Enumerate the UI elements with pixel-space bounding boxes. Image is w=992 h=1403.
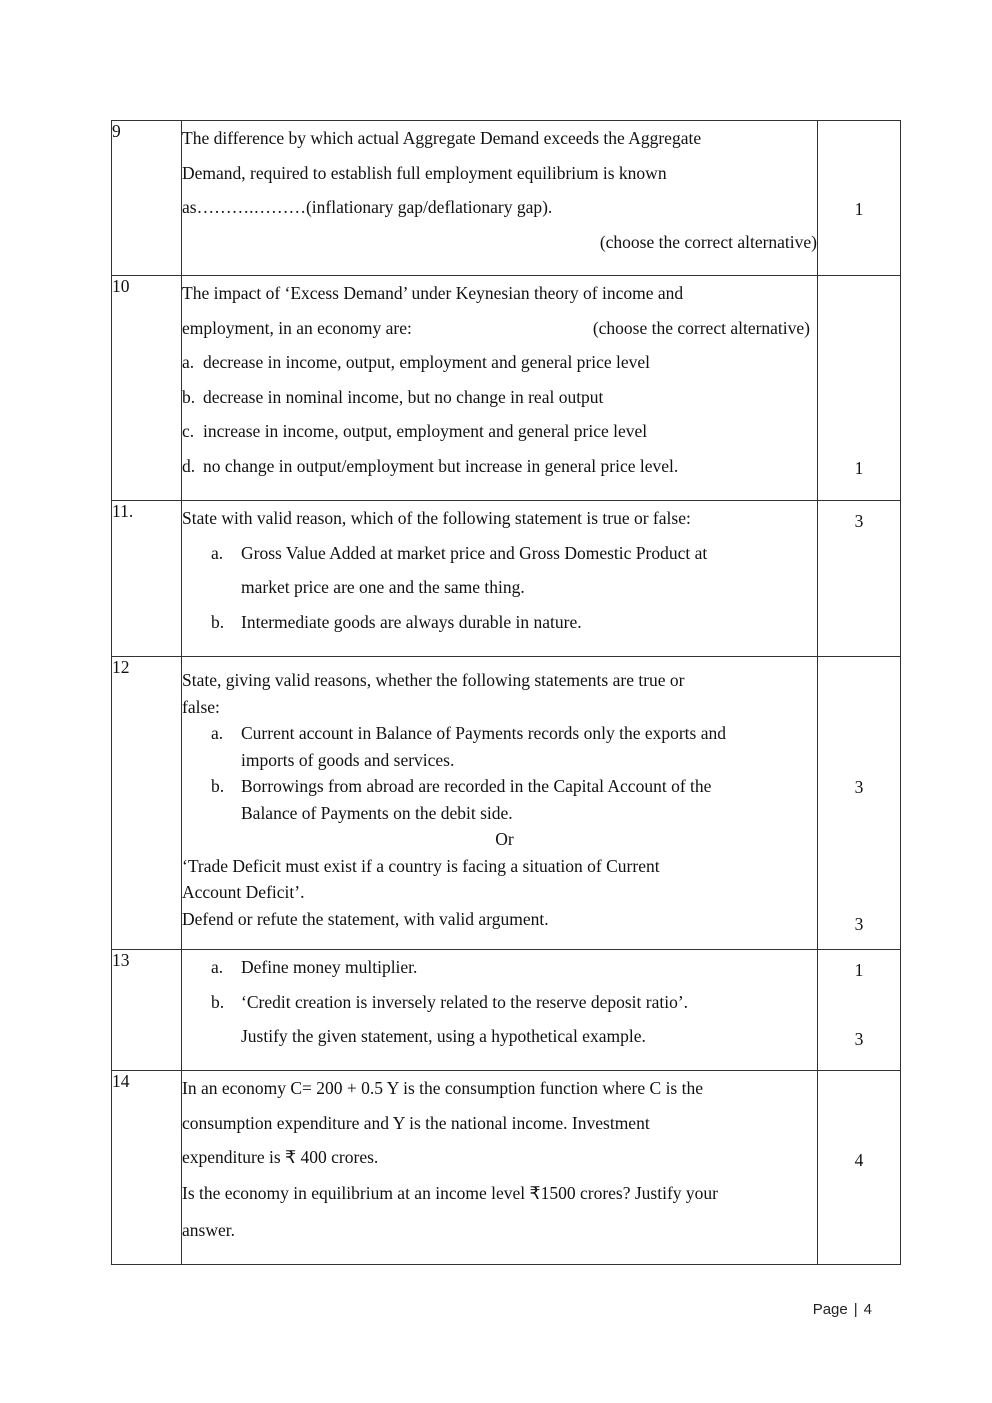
option-label: b.: [211, 611, 225, 632]
text-line: answer.: [182, 1219, 235, 1240]
question-row: [112, 950, 901, 1071]
option-text: Define money multiplier.: [241, 957, 418, 977]
text-line: The impact of ‘Excess Demand’ under Keynesian theory of income and: [182, 283, 684, 303]
marks-value: 1: [854, 458, 864, 478]
question-row: [112, 501, 901, 657]
marks-cell: [818, 950, 901, 1071]
option-text: market price are one and the same thing.: [241, 577, 525, 598]
option-text: Borrowings from abroad are recorded in the Capital Account of the: [241, 776, 712, 796]
question-text: [182, 276, 818, 501]
text-line: Demand, required to establish full employment equilibrium is known: [182, 162, 667, 183]
text-line: The difference by which actual Aggregate Demand exceeds the Aggregate: [182, 128, 702, 148]
option-label: c.: [182, 421, 195, 442]
marks-value: 1: [854, 960, 864, 980]
text-fragment: employment, in an economy are:: [182, 317, 412, 338]
option-label: d.: [182, 455, 196, 476]
question-number: 12: [112, 657, 182, 950]
option-label: a.: [211, 723, 224, 743]
option-label: b.: [182, 386, 196, 407]
question-text: [182, 501, 818, 657]
option-text: Current account in Balance of Payments records only the exports and: [241, 723, 726, 743]
question-row: [112, 276, 901, 501]
or-separator: Or: [495, 829, 514, 849]
instruction-note: (choose the correct alternative): [599, 231, 817, 252]
question-intro: State with valid reason, which of the following statement is true or false:: [182, 508, 691, 528]
option-item: [182, 449, 817, 484]
option-label: b.: [211, 776, 225, 796]
text-line: consumption expenditure and Y is the national income. Investment: [182, 1112, 650, 1133]
option-item: [211, 773, 817, 826]
text-line: State, giving valid reasons, whether the following statements are true or: [182, 670, 685, 690]
option-label: a.: [182, 352, 195, 373]
option-label: a.: [211, 542, 224, 563]
option-text: Balance of Payments on the debit side.: [241, 802, 513, 823]
marks-value: 1: [854, 199, 864, 219]
marks-cell: [818, 501, 901, 657]
option-label: a.: [211, 957, 224, 977]
text-line: [182, 311, 817, 346]
marks-value: 3: [854, 511, 864, 531]
question-number: 9: [112, 121, 182, 276]
option-text: ‘Credit creation is inversely related to the reserve deposit ratio’.: [241, 991, 689, 1012]
page-number: 4: [863, 1301, 872, 1318]
option-item: [211, 536, 817, 605]
option-text: decrease in income, output, employment and general price level: [203, 352, 651, 373]
option-text: Intermediate goods are always durable in nature.: [241, 611, 582, 632]
question-table: [111, 120, 901, 1265]
marks-cell: [818, 121, 901, 276]
question-number: 10: [112, 276, 182, 501]
option-item: [211, 950, 817, 985]
text-line: Is the economy in equilibrium at an income level ₹1500 crores? Justify your: [182, 1182, 718, 1203]
marks-cell: [818, 657, 901, 950]
text-line: In an economy C= 200 + 0.5 Y is the consumption function where C is the: [182, 1078, 704, 1098]
option-text: no change in output/employment but increase in general price level.: [203, 455, 679, 476]
instruction-note: (choose the correct alternative): [592, 317, 810, 338]
text-line: Account Deficit’.: [182, 882, 305, 902]
marks-value: 3: [854, 914, 864, 934]
option-text: decrease in nominal income, but no change in real output: [203, 386, 604, 407]
text-line: as……….………(inflationary gap/deflationary gap).: [182, 197, 553, 218]
question-text: [182, 121, 818, 276]
marks-value: 4: [854, 1150, 864, 1170]
page-label: Page: [812, 1301, 848, 1318]
marks-value: 3: [854, 777, 864, 797]
option-text: increase in income, output, employment and general price level: [203, 421, 648, 442]
question-text: [182, 1071, 818, 1265]
option-item: [182, 380, 817, 415]
marks-cell: [818, 276, 901, 501]
text-line: false:: [182, 696, 220, 717]
option-text: Gross Value Added at market price and Gross Domestic Product at: [241, 542, 708, 563]
question-text: [182, 950, 818, 1071]
question-row: [112, 121, 901, 276]
marks-value: 3: [854, 1029, 864, 1049]
option-item: [182, 345, 817, 380]
text-line: Defend or refute the statement, with valid argument.: [182, 908, 549, 929]
option-item: [182, 414, 817, 449]
option-text: imports of goods and services.: [241, 749, 455, 770]
page-footer: [813, 1301, 872, 1318]
option-list: [182, 536, 817, 640]
question-text: [182, 657, 818, 950]
option-label: b.: [211, 991, 225, 1012]
question-row: [112, 657, 901, 950]
option-list: [182, 720, 817, 826]
option-item: [211, 605, 817, 640]
option-item: [211, 720, 817, 773]
text-line: expenditure is ₹ 400 crores.: [182, 1147, 379, 1168]
text-line: ‘Trade Deficit must exist if a country is facing a situation of Current: [182, 855, 660, 876]
question-number: 13: [112, 950, 182, 1071]
marks-cell: [818, 1071, 901, 1265]
option-item: [211, 985, 817, 1054]
option-list: [182, 950, 817, 1054]
option-text: Justify the given statement, using a hypothetical example.: [241, 1026, 646, 1047]
question-number: 11.: [112, 501, 182, 657]
question-number: 14: [112, 1071, 182, 1265]
page-separator: |: [853, 1301, 858, 1318]
question-row: [112, 1071, 901, 1265]
